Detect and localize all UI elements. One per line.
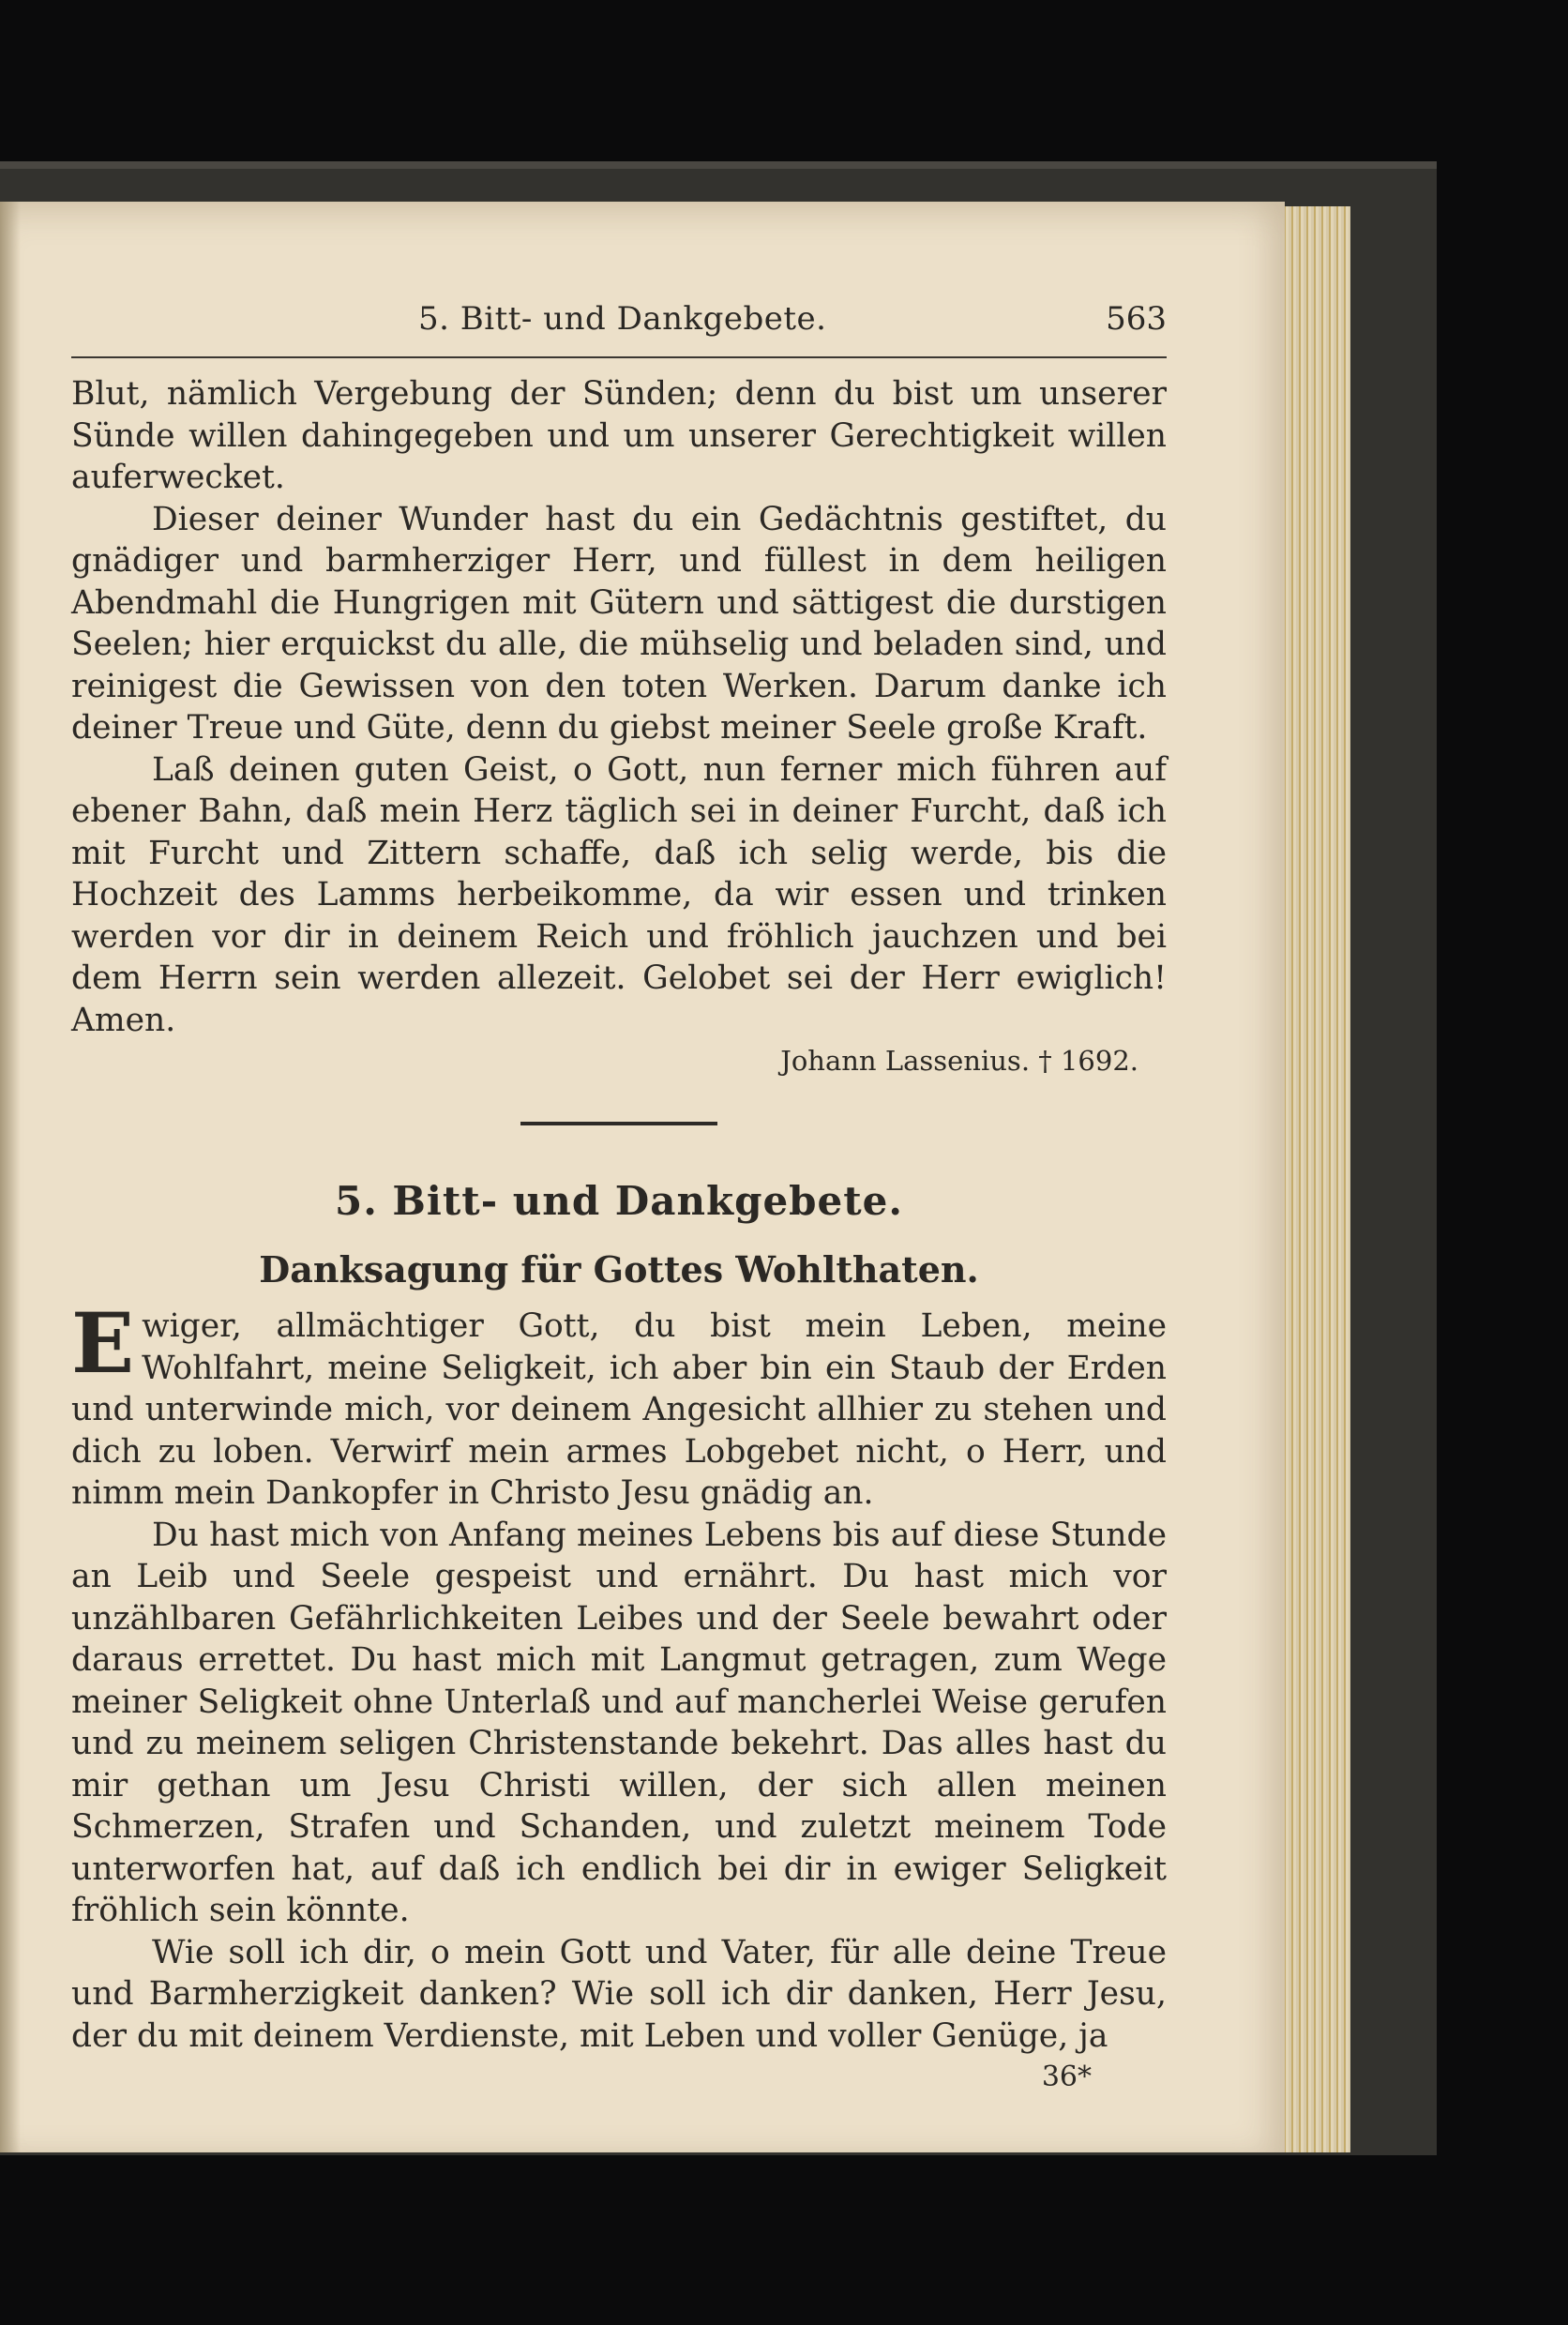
page-number: 563 [1106,300,1167,338]
running-head [71,300,1167,343]
prev-prayer-paragraph-1: Blut, nämlich Vergebung der Sünden; denn du bist um unserer Sünde willen dahingegeben und um unserer Gerechtigkeit willen auferwecket. [71,375,1167,496]
section-divider [520,1122,717,1125]
prev-prayer-paragraph-3: Laß deinen guten Geist, o Gott, nun ferner mich führen auf ebener Bahn, daß mein Herz täglich sei in deiner Furcht, daß ich mit Furcht und Zittern schaffe, daß ich selig werde, bis die Hochzeit des Lamms herbeikomme, da wir essen und trinken werden vor dir in deinem Reich und fröhlich jauchzen und bei dem Herrn sein werden allezeit. Gelobet sei der Herr ewiglich! Amen. [71,750,1167,1039]
text-block [71,300,1167,2096]
prayer-paragraph-1 [71,1294,1167,1515]
prayer-paragraph-1-text: wiger, allmächtiger Gott, du bist mein Leben, meine Wohlfahrt, meine Seligkeit, ich aber bin ein Staub der Erden und unterwinde mich, vor deinem Angesicht allhier zu stehen und dich zu loben. Verwirf mein armes Lobgebet nicht, o Herr, und nimm mein Dankopfer in Christo Jesu gnädig an. [71,1307,1167,1512]
header-rule [71,356,1167,358]
author-signature: Johann Lassenius. † 1692. [780,1045,1138,1077]
page-gutter [0,202,21,2152]
prayer-paragraph-2: Du hast mich von Anfang meines Lebens bis auf diese Stunde an Leib und Seele gespeist und ernährt. Du hast mich vor unzählbaren Gefährlichkeiten Leibes und der Seele bewahrt oder daraus errettet. Du hast mich mit Langmut getragen, zum Wege meiner Seligkeit ohne Unterlaß und auf mancherlei Weise gerufen und zu meinem seligen Christenstande bekehrt. Das alles hast du mir gethan um Jesu Christi willen, der sich allen meinen Schmerzen, Strafen und Schanden, und zuletzt meinem Tode unterworfen hat, auf daß ich endlich bei dir in ewiger Seligkeit fröhlich sein könnte. [71,1516,1167,1929]
prev-prayer-paragraph-2: Dieser deiner Wunder hast du ein Gedächtnis gestiftet, du gnädiger und barmherziger Herr, und füllest in dem heiligen Abendmahl die Hungrigen mit Gütern und sättigest die durstigen Seelen; hier erquickst du alle, die mühselig und beladen sind, und reinigest die Gewissen von den toten Werken. Darum danke ich deiner Treue und Güte, denn du giebst meiner Seele große Kraft. [71,500,1167,747]
section-heading: 5. Bitt- und Dankgebete. [334,1178,904,1224]
prayer-title: Danksagung für Gottes Wohlthaten. [259,1248,979,1291]
prayer-paragraph-3: Wie soll ich dir, o mein Gott und Vater, für alle deine Treue und Barmherzigkeit danken? Wie soll ich dir danken, Herr Jesu, der du mit deinem Verdienste, mit Leben und voller Genüge, ja [71,1933,1167,2055]
signature-mark: 36* [1041,2061,1092,2093]
drop-cap: E [71,1294,135,1392]
running-head-title: 5. Bitt- und Dankgebete. [418,300,827,338]
